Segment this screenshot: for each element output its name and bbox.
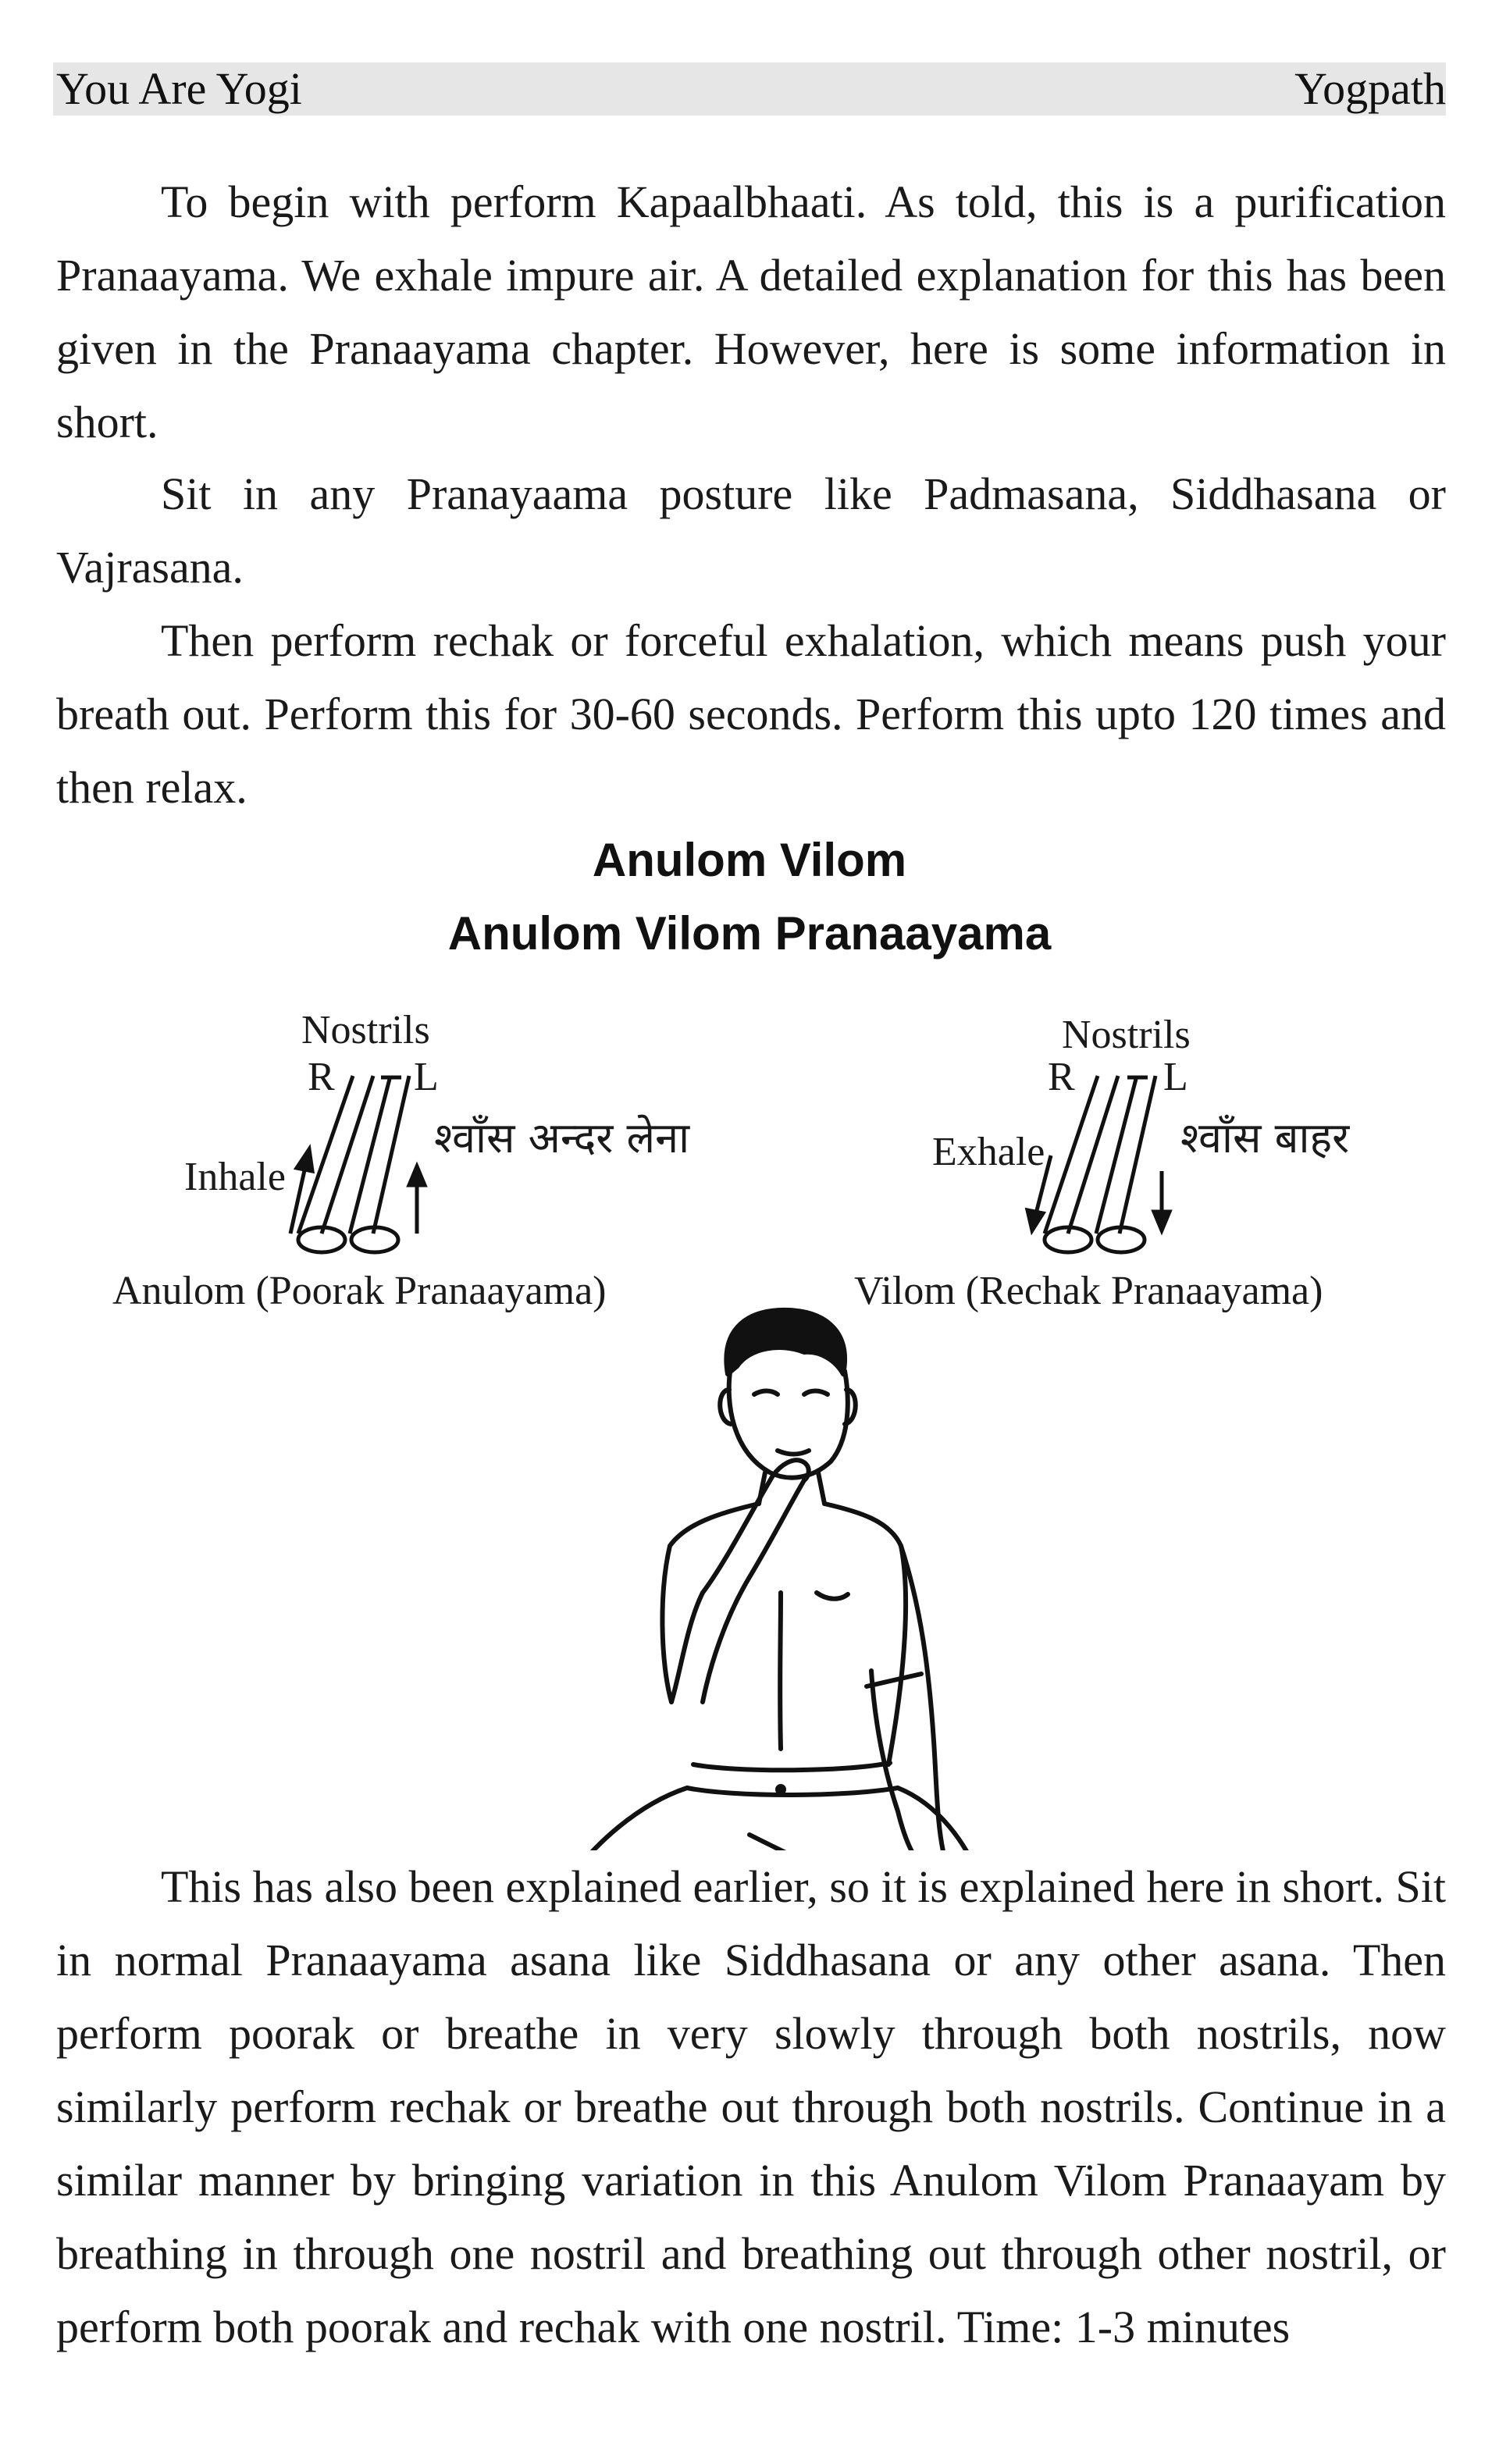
seated-yogi-figure-icon [557,1310,995,1850]
paragraph-anulom-vilom-instructions [56,1850,1446,2364]
nostril-tubes-icon [298,1076,409,1252]
hindi-inhale-label: श्वाँस अन्दर लेना [434,1113,690,1163]
anulom-caption: Anulom (Poorak Pranaayama) [112,1269,607,1313]
paragraph-text: To begin with perform Kapaalbhaati. As told, this is a purification Pranaayama. We exhale impure air. A detailed explanation for this has been given in the Pranaayama chapter. However, here is some information in short. [56,176,1446,447]
left-nostril-label: L [1163,1055,1188,1099]
anulom-vilom-illustration [0,999,1499,1850]
running-head-section: Yogpath [1294,63,1446,114]
anulom-nostril-diagram [112,1008,690,1313]
vilom-caption: Vilom (Rechak Pranaayama) [854,1269,1323,1313]
paragraph-text: Sit in any Pranayaama posture like Padmasana, Siddhasana or Vajrasana. [56,468,1446,593]
inhale-arrow-icon [290,1149,425,1234]
paragraph-kapaalbhaati-intro [56,166,1446,459]
right-nostril-label: R [308,1055,335,1099]
nostril-tubes-icon [1045,1076,1155,1252]
nostrils-label: Nostrils [1062,1013,1191,1057]
running-head-book-title: You Are Yogi [56,63,302,114]
paragraph-posture [56,458,1446,604]
paragraph-rechak [56,604,1446,824]
paragraph-text: This has also been explained earlier, so it is explained here in short. Sit in normal Pranaayama asana like Siddhasana or any other asana. Then perform poorak or breathe in very slowly through both nostrils, now similarly perform rechak or breathe out through both nostrils. Continue in a similar manner by bringing variation in this Anulom Vilom Pranaayam by breathing in through one nostril and breathing out through other nostril, or perform both poorak and rechak with one nostril. Time: 1-3 minutes [56,1861,1446,2352]
section-title: Anulom Vilom [592,834,907,886]
hindi-exhale-label: श्वाँस बाहर [1180,1113,1350,1163]
paragraph-text: Then perform rechak or forceful exhalation, which means push your breath out. Perform this for 30-60 seconds. Perform this upto 120 times and then relax. [56,615,1446,813]
inhale-label: Inhale [184,1155,286,1199]
nostrils-label: Nostrils [301,1008,430,1052]
exhale-label: Exhale [932,1130,1045,1174]
left-nostril-label: L [414,1055,439,1099]
section-subtitle: Anulom Vilom Pranaayama [447,907,1052,960]
vilom-nostril-diagram [854,1013,1350,1313]
right-nostril-label: R [1048,1055,1075,1099]
